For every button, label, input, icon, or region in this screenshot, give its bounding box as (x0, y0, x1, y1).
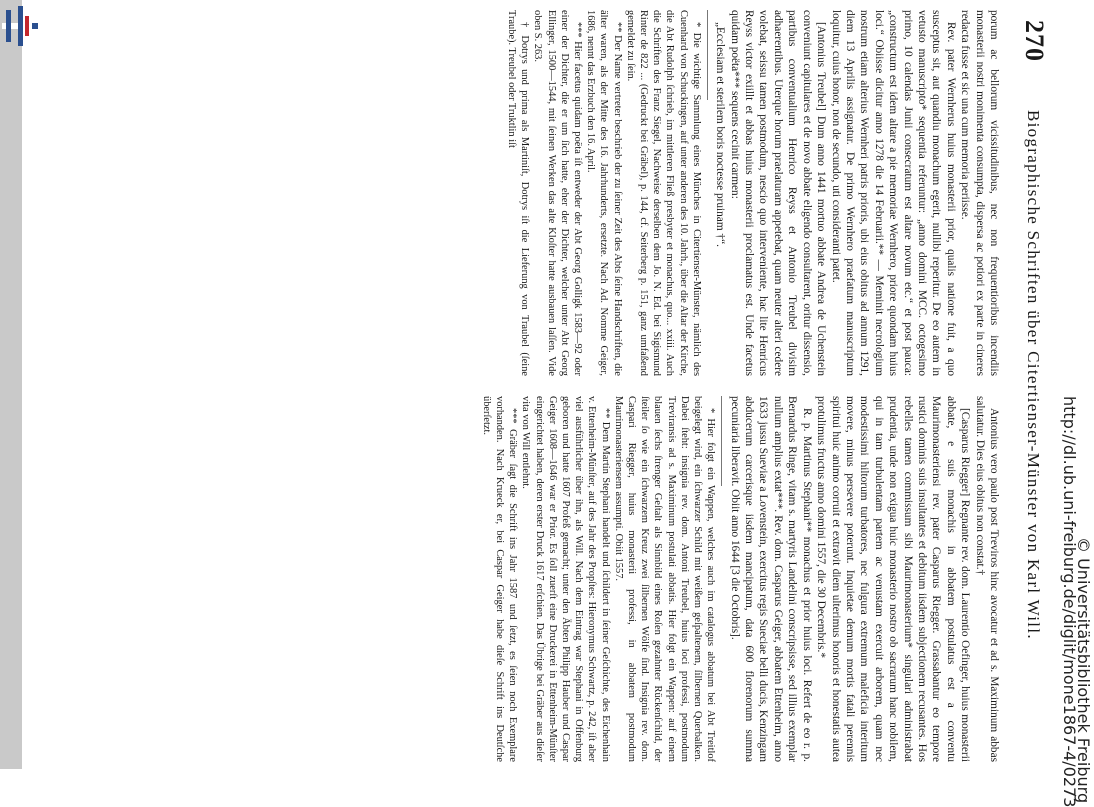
footnote: ** Dem Martin Stephani handelt und ſchildert in ſeiner Geſchichte, des Eichenhain v. Ettenheim-Münſter, auf des Jahr des Propſtes: Hieronymus Schwartz, p. 242, iſt aber viel ausführlicher über ihn, als Will. Nach dem Eintrag war Stephani in Offenburg geboren und hatte 1607 Profeß gemacht; unter den Äbten Philipp Hauber und Caspar Geiger 1608—1646 war er Prior. Es ſoll zuerſt eine Druckerei in Ettenheim-Münſter eingerichtet haben, deren erster Druck 1617 erſchien. Das Übrige bei Gräber aus dieſer vita von Will entlehnt. (520, 396, 611, 762)
paragraph: porum ac bellorum vicissitudinibus, nec non frequentioribus incendiis monasterii nostri monimenta consumpta, dispersa ac potiori ex parte in cineres redacta fusse et sic una cum memoria periisse. (959, 10, 1000, 376)
copyright-watermark: © Universitätsbibliothek Freiburg (1074, 537, 1093, 804)
page-number: 270 (1020, 20, 1049, 62)
footnote-rule (707, 10, 708, 100)
footnote: *** Gräber ſagt die Schrift ins Jahr 1587 und ſetzt, es ſeien noch Exemplare vorhanden. Nach Krueck er, bei Caspar Geiger habe dieſe Schrift ins Deutſche überſetzt. (480, 396, 519, 762)
footnote-rule (721, 396, 722, 486)
paragraph: R. p. Martinus Stephani** monachus et prior huius loci. Refert de eo r. p. Bernardus Ringe, vitam s. martyris Landelini conscripsisse, sed illius exemplar nullum amplius extat***. Rev. dom. Casparus Geiger, abbatem Ettenheim, anno 1633 jussu Sueviae a Lovenstein, exercitus regis Sueciae belli ducis, Kenzingam abducerum carcerisque iisdem mancipatum, data 600 florenorum summa pecuniaria liberavit. Obiit anno 1644 [3 die Octobris]. (728, 396, 813, 762)
running-head: Biographische Schriften über Citertienser-Münster von Karl Will. (1024, 110, 1043, 640)
footnote: † Dotrys und prima als Martiniſt, Dotrys iſt die Lieferung von Traubel (ſeine Traube). Treubel oder Truktlin iſt (506, 10, 531, 376)
footnote: * Hier folgt ein Wappen, welches auch im catalogus abbatum bei Abt Treitlof beigelegt wird, ein ſchwarzer Schild mit weißem geſpaltenem, ſilbernen Querbalken. Dabei ſteht: insignia rev. dom. Antoni Treubel, huius loci professi, postmodum Treviransis ad s. Maximinum postulati abbatis. Hier folgt ein Wappen: auf einem blauen ſechs ſtrenger Geſtalt als Sinnbild eines Roſen gezahnter Rückenſchild, der ſteiler ſo wie ein ſchwarzem Kreuz zwei ſilbernen Wölfe ſind. Insignia rev. dom. Caspari Riegger, huius monasterii professi, in abbatem postmodum Maurimonasteriensem assumpti. Obiit 1557. (612, 396, 717, 762)
right-column (480, 396, 1001, 762)
paragraph: „Ecclesiam et sterilem boris noctesse pruinam †“. (714, 22, 727, 247)
left-column (505, 10, 1001, 376)
paragraph: [Antonius Treubel] Dum anno 1441 mortuo abbate Andrea de Uchenstein conveniunt capitulares et de novo abbate eligendo consultarent, oritur dissensio, partibus conventualium Henrico Reyss et Antonio Treubel divisim adhaerentibus. Uterque horum praelaturam appetebat, quam neuter alteri cedere volebat, seissu tamen postmodum, nescio quo interveniente, hac lite Henricus Reyss victor exiillt et abbas huius monasterii proclamatus est. Unde facetus quidam poëta*** sequens cecinit carmen: (728, 10, 828, 376)
page-header (1009, 20, 1049, 770)
source-url-watermark: http://dl.ub.uni-freiburg.de/diglit/mone1867-4/0273 (1060, 396, 1079, 807)
footnote: ** Der Name vertreter beschrieb der zu ſeiner Zeit des Abts ſeine Handschriften, die älter waren, als der Mitte des 16. Jahrhunderts, ersetzte. Nach Ad. Nomme Geiger, 1686, nennt das Erzbuch den 16. April. (585, 10, 623, 376)
paragraph: Antonius vero paulo post Treviros hinc avocatur et ad s. Maximinum abbas salutatur. Dies eius obitus non constat.† (973, 396, 1000, 762)
paragraph: Rev. pater Wernherus huius monasterii prior, qualis natione fuit, a quo susceptus sit, aut quandiu monachum egerit, nullibi reperitur. De eo autem in vetusto manuscripto* sequentia referuntur: „anno domini MCC. octogesimo primo, 10 calendas Junii consecratum est altare novum etc.“ et post pauca: „constructum est idem altare a pie memoriae Wernhero, priore quondam huius loci.“ Obiisse dicitur anno 1278 die 14 Februarii.** — Meminit necrologium nostrum etiam alterius Wernheri patris prioris, ubi eius obitus ad annum 1291, diem 13 Aprilis assignatur. De primo Wernhero praefatum manuscriptum loquitur, cuius honor, non de secundo, uti consideranti patet. (829, 10, 957, 376)
footnote: *** Hier facetus quidam poëta iſt entweder der Abt Georg Golligk 1583—92 oder einer der Dichter, die er um ſich hatte, eher der Dichter, welcher unter Abt Georg Ellinger, 1500—1544, mit ſeinen Werken das alte Kloſter hatte ausbauen laſſen. Vide oben S. 263. (532, 10, 584, 376)
paragraph: [Casparus Riegger] Regnante rev. dom. Laurentio Oefinger, huius monasterii abbate, e suis monachis in abbatem postulatus est a conventu Maurimonasteriensi rev. pater Casparus Riegger. Grassabantur eo tempore rustici dominis suis insultantes et debitum iisdem subjectionem recusantes. Hos rebelles tamen commissum sibi Maurimonasterium* singulari administrabat prudentia, unde non exigua huic monasterio nostro ob sacrarum hanc nobilem, qui in tam turbulentam partem ac venustam exercuit arborem, quam nec modestissimi hiltorum turbatores, nec fulgura extremum maleficia interitum movere, minus persevere poterunt. Inquietae demum mortis fatali perennis spiritui huic animo corruit et extravit diem ulterimus honoris et honestatis autea protulimus fructus anno domini 1557, die 30 Decembris.* (815, 396, 972, 762)
footnote: * Die wichtige Sammlung eines Münches in Citertienser-Münster, nämlich des Cuenhard von Schuckingen, auf unter anderen des 10. Jahrh., über die Altar der Kirche, die Abt Rudolph ſchrieb, im mittleren Fließ presbyter et monachus, quo... xxiii. Auch die Schriften des Franz Siegel, Nachweise derselben dem Jo. N. Ed. bei Sigismund Rinter de 822 ... (Gedruckt bei Gräbel), p. 144, cf. Seiterberg p. 151, ganz umfaßend gemeldet zu ſein. (624, 10, 702, 376)
